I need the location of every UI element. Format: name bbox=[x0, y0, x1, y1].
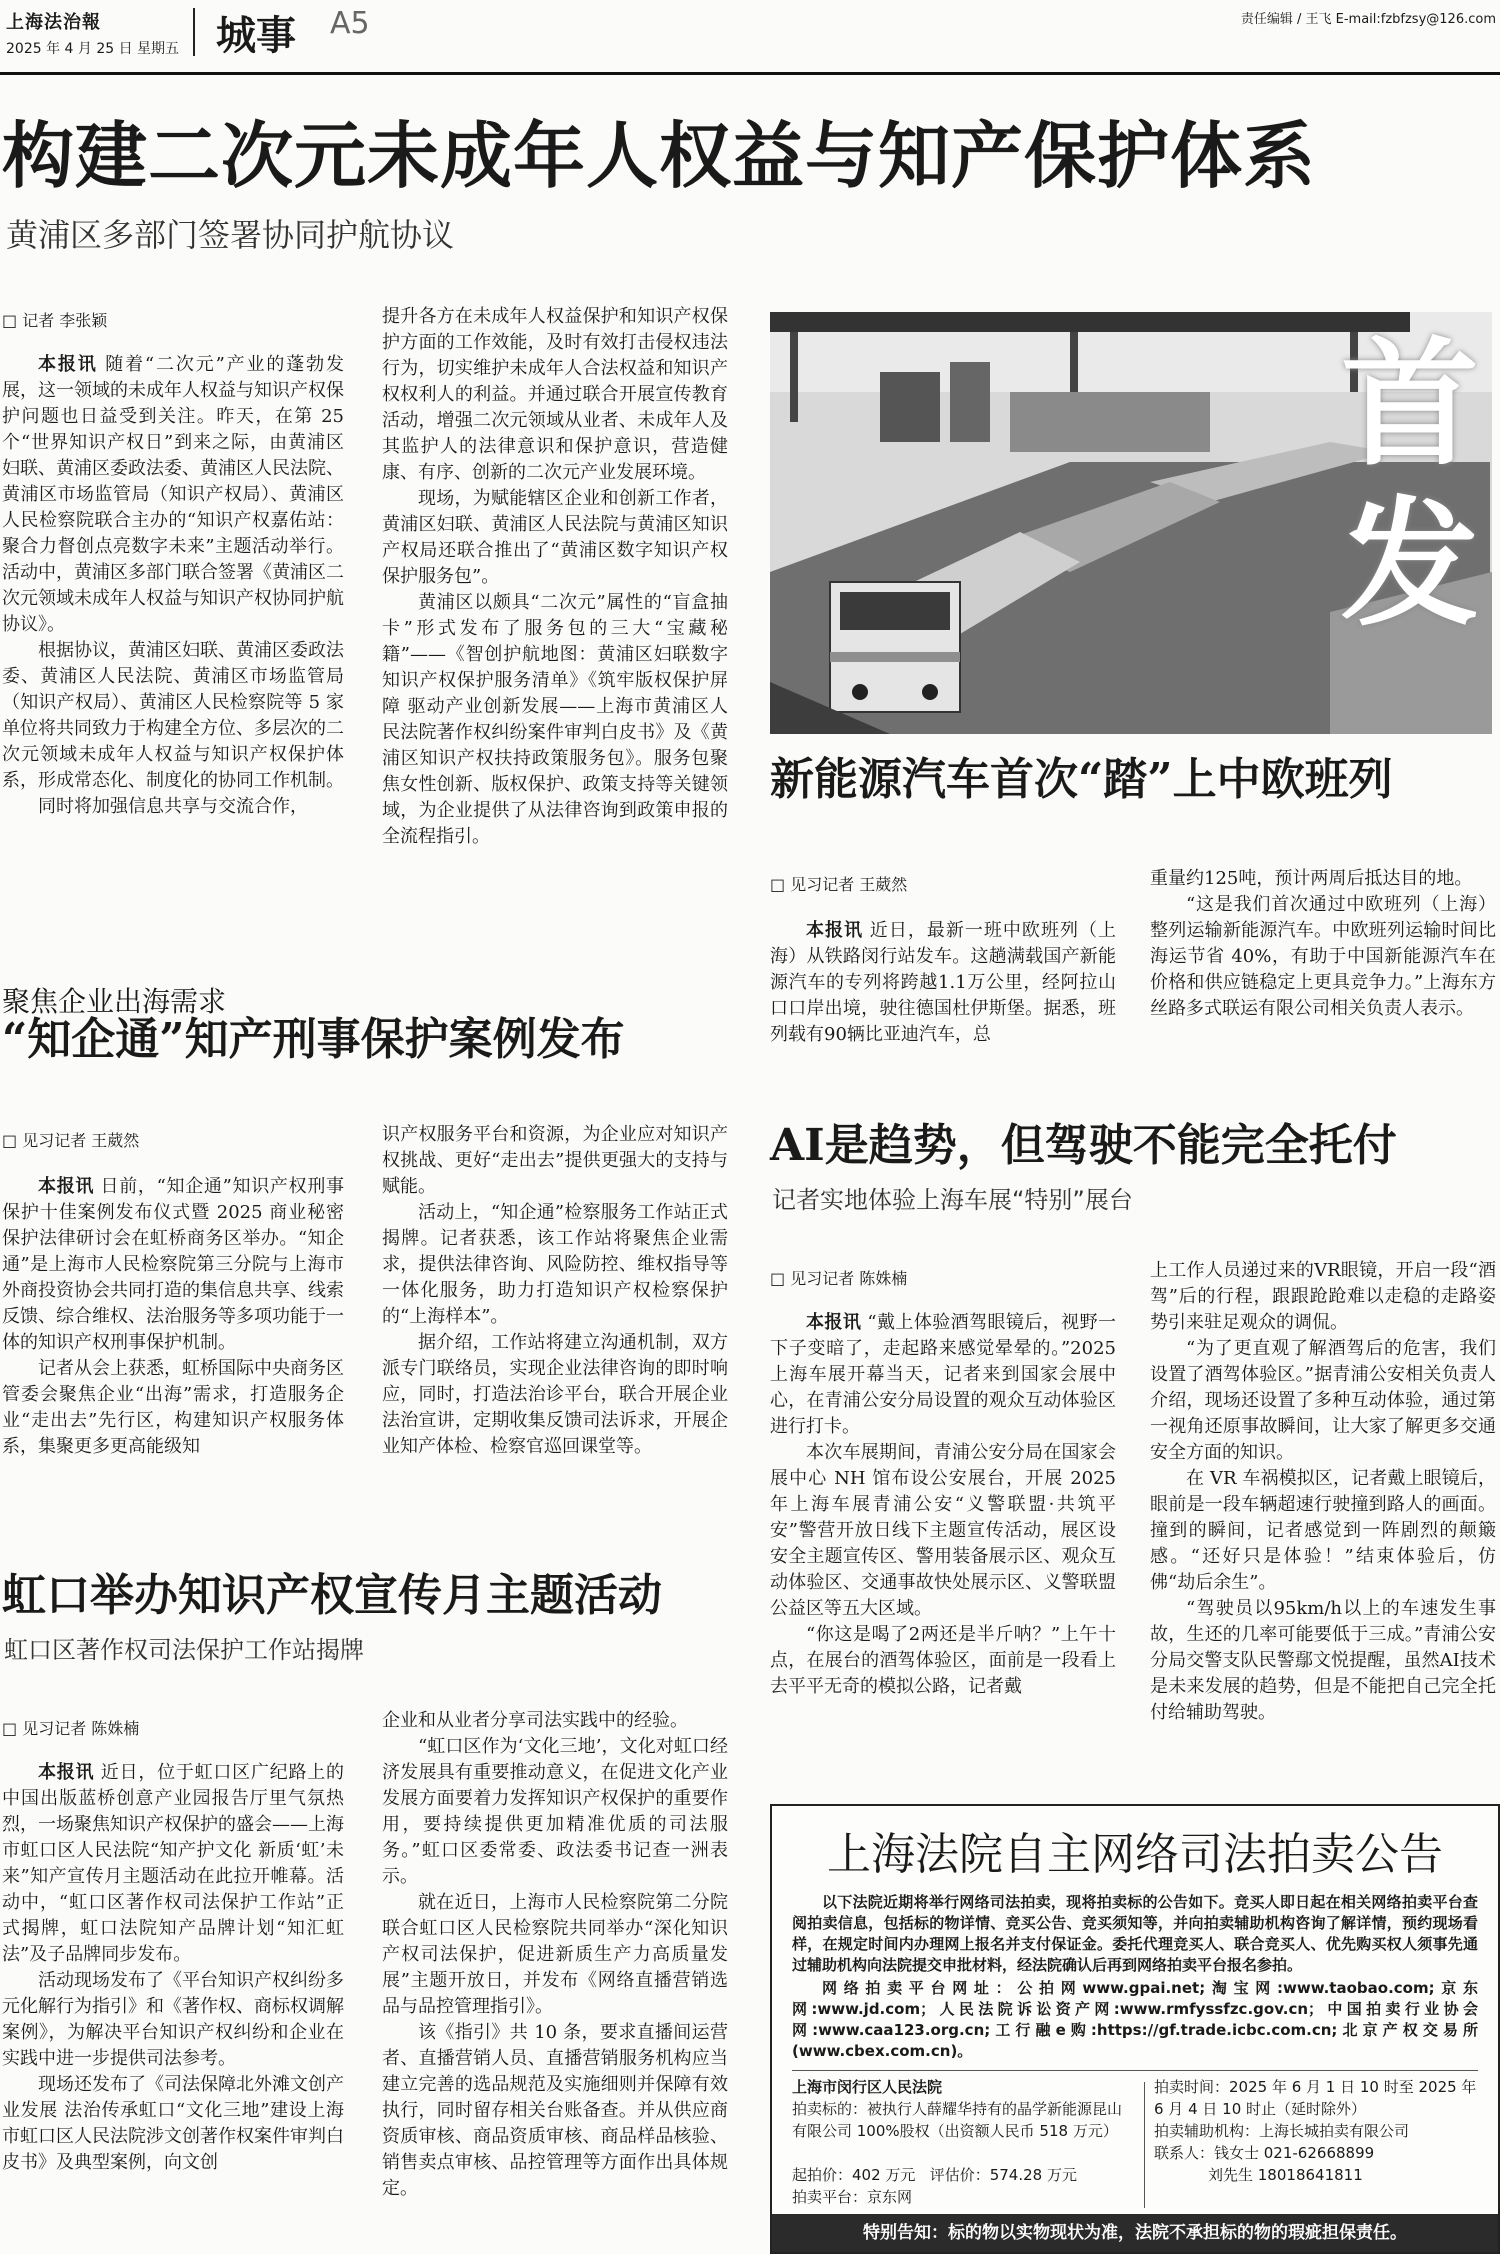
dateline: 本报讯 bbox=[38, 354, 98, 375]
hk-subhead: 虹口区著作权司法保护工作站揭牌 bbox=[4, 1636, 364, 1664]
auction-prices bbox=[792, 2164, 1134, 2186]
dateline: 本报讯 bbox=[806, 920, 864, 941]
hk-headline: 虹口举办知识产权宣传月主题活动 bbox=[2, 1570, 662, 1621]
auction-footer: 特别告知：标的物以实物现状为准，法院不承担标的物的瑕疵担保责任。 bbox=[772, 2214, 1498, 2252]
auction-start-price: 起拍价：402 万元 bbox=[792, 2166, 916, 2184]
dateline: 本报讯 bbox=[38, 1762, 95, 1783]
lead-paragraph: 根据协议，黄浦区妇联、黄浦区委政法委、黄浦区人民法院、黄浦区市场监管局（知识产权局）、黄浦区人民检察院等 5 家单位将共同致力于构建全方位、多层次的二次元领域未成年人权益与知识产权保护体系，形成常态化、制度化的协同工作机制。 bbox=[2, 640, 344, 791]
ai-paragraph: 本报讯 “戴上体验酒驾眼镜后，视野一下子变暗了，走起路来感觉晕晕的。”2025 上海车展开幕当天，记者来到国家会展中心，在青浦公安分局设置的观众互动体验区进行打卡。 bbox=[770, 1312, 1116, 1437]
rail-column-2 bbox=[1150, 866, 1496, 1074]
auction-time: 拍卖时间：2025 年 6 月 1 日 10 时至 2025 年 6 月 4 日 10 时止（延时除外） bbox=[1154, 2078, 1477, 2118]
hk-paragraph: 企业和从业者分享司法实践中的经验。 bbox=[382, 1710, 688, 1731]
ai-column-2 bbox=[1150, 1258, 1496, 1792]
lead-paragraph: 黄浦区以颇具“二次元”属性的“盲盒抽卡”形式发布了服务包的三大“宝藏秘籍”——《智创护航地图：黄浦区妇联数字知识产权保护服务清单》《筑牢版权保护屏障 驱动产业创新发展——上海市黄浦区人民法院著作权纠纷案件审判白皮书》及《黄浦区知识产权扶持政策服务包》。服务包聚焦女性创新、版权保护、政策支持等关键领域，为企业提供了从法律咨询到政策申报的全流程指引。 bbox=[382, 592, 728, 847]
hk-byline: □ 见习记者 陈姝楠 bbox=[2, 1716, 139, 1739]
auction-notice bbox=[770, 1804, 1500, 2254]
rail-column-1 bbox=[770, 918, 1116, 1074]
auction-column-divider bbox=[1144, 2082, 1145, 2208]
hk-paragraph: 本报讯 近日，位于虹口区广纪路上的中国出版蓝桥创意产业园报告厅里气氛热烈，一场聚焦知识产权保护的盛会——上海市虹口区人民法院“知产护文化 新质‘虹’未来”知产宣传月主题活动在此拉开帷幕。活动中，“虹口区著作权司法保护工作站”正式揭牌，虹口法院知产品牌计划“知汇虹法”及子品牌同步发布。 bbox=[2, 1762, 344, 1965]
zqt-byline: □ 见习记者 王葳然 bbox=[2, 1128, 139, 1151]
newspaper-logo: 上海法治報 bbox=[6, 12, 101, 33]
issue-date: 2025 年 4 月 25 日 星期五 bbox=[6, 41, 180, 57]
auction-title: 上海法院自主网络司法拍卖公告 bbox=[827, 1829, 1443, 1880]
zqt-paragraph: 活动上，“知企通”检察服务工作站正式揭牌。记者获悉，该工作站将聚焦企业需求，提供法律咨询、风险防控、维权指导等一体化服务，助力打造知识产权检察保护的“上海样本”。 bbox=[382, 1202, 728, 1327]
lead-byline: □ 记者 李张颖 bbox=[2, 308, 107, 331]
ai-paragraph: 在 VR 车祸模拟区，记者戴上眼镜后，眼前是一段车辆超速行驶撞到路人的画面。撞到的瞬间，记者感觉到一阵剧烈的颠簸感。“还好只是体验！”结束体验后，仿佛“劫后余生”。 bbox=[1150, 1468, 1496, 1593]
hk-paragraph: 该《指引》共 10 条，要求直播间运营者、直播营销人员、直播营销服务机构应当建立完善的选品规范及实施细则并保障有效执行，同时留存相关台账备查。并从供应商资质审核、商品资质审核、商品样品核验、销售卖点审核、品控管理等方面作出具体规定。 bbox=[382, 2022, 728, 2199]
auction-platform: 拍卖平台：京东网 bbox=[792, 2188, 913, 2206]
hk-paragraph: 就在近日，上海市人民检察院第二分院联合虹口区人民检察院共同举办“深化知识产权司法保护，促进新质生产力高质量发展”主题开放日，并发布《网络直播营销选品与品控管理指引》。 bbox=[382, 1892, 728, 2017]
auction-intro-text: 以下法院近期将举行网络司法拍卖，现将拍卖标的公告如下。竞买人即日起在相关网络拍卖平台查阅拍卖信息，包括标的物详情、竞买公告、竞买须知等，并向拍卖辅助机构咨询了解详情，预约现场看样，在规定时间内办理网上报名并支付保证金。委托代理竞买人、联合竞买人、优先购买权人须事先通过辅助机构向法院提交申批材料，经法院确认后再到网络拍卖平台报名参拍。 bbox=[792, 1893, 1478, 1974]
lead-paragraph: 本报讯 随着“二次元”产业的蓬勃发展，这一领域的未成年人权益与知识产权保护问题也日益受到关注。昨天，在第 25 个“世界知识产权日”到来之际，由黄浦区妇联、黄浦区委政法委、黄浦区人民法院、黄浦区市场监管局（知识产权局）、黄浦区人民检察院联合主办的“知识产权嘉佑站：聚合力督创点亮数字未来”主题活动举行。活动中，黄浦区多部门联合签署《黄浦区二次元领域未成年人权益与知识产权协同护航协议》。 bbox=[2, 354, 344, 635]
lead-paragraph: 提升各方在未成年人权益保护和知识产权保护方面的工作效能，及时有效打击侵权违法行为，切实维护未成年人合法权益和知识产权权利人的利益。并通过联合开展宣传教育活动，增强二次元领域从业者、未成年人及其监护人的法律意识和保护意识，营造健康、有序、创新的二次元产业发展环境。 bbox=[382, 306, 728, 483]
lead-column-2 bbox=[382, 304, 728, 932]
auction-platforms: 网络拍卖平台网址：公拍网www.gpai.net;淘宝网:www.taobao.com;京东网:www.jd.com；人民法院诉讼资产网:www.rmfyssfzc.gov.cn；中国拍卖行业协会网:www.caa123.org.cn;工行融e购:https://gf.trade.icbc.com.cn;北京产权交易所(www.cbex.com.cn)。 bbox=[792, 1979, 1478, 2060]
ai-paragraph: 上工作人员递过来的VR眼镜，开启一段“酒驾”后的行程，跟跟跄跄难以走稳的走路姿势引来驻足观众的调侃。 bbox=[1150, 1260, 1496, 1333]
zqt-column-2 bbox=[382, 1122, 728, 1538]
dateline: 本报讯 bbox=[806, 1312, 862, 1333]
auction-contact-2: 刘先生 18018641811 bbox=[1208, 2166, 1363, 2184]
lead-paragraph: 同时将加强信息共享与交流合作， bbox=[38, 796, 308, 817]
auction-court: 上海市闵行区人民法院 bbox=[792, 2078, 943, 2096]
hk-paragraph: 现场还发布了《司法保障北外滩文创产业发展 法治传承虹口“文化三地”建设上海市虹口区人民法院涉文创著作权案件审判白皮书》及典型案例，向文创 bbox=[2, 2074, 344, 2173]
ai-paragraph: “驾驶员以95km/h以上的车速发生事故，生还的几率可能要低于三成。”青浦公安分局交警支队民警鄢文悦提醒，虽然AI技术是未来发展的趋势，但是不能把自己完全托付给辅助驾驶。 bbox=[1150, 1598, 1496, 1723]
rail-paragraph: 重量约125吨，预计两周后抵达目的地。 bbox=[1150, 868, 1473, 889]
rail-headline: 新能源汽车首次“踏”上中欧班列 bbox=[770, 754, 1393, 805]
zqt-headline: “知企通”知产刑事保护案例发布 bbox=[2, 1014, 625, 1065]
hk-paragraph: “虹口区作为‘文化三地’，文化对虹口经济发展具有重要推动意义，在促进文化产业发展方面要着力发挥知识产权保护的重要作用，要持续提供更加精准优质的司法服务。”虹口区委常委、政法委书记查一洲表示。 bbox=[382, 1736, 728, 1887]
first-release-label: 首 发 bbox=[1340, 322, 1479, 645]
editor-info: 责任编辑 / 王飞 E-mail:fzbfzsy@126.com bbox=[1240, 12, 1496, 27]
page-number: A5 bbox=[330, 6, 370, 41]
auction-appraise-price: 评估价：574.28 万元 bbox=[929, 2166, 1077, 2184]
lead-headline: 构建二次元未成年人权益与知产保护体系 bbox=[2, 113, 1317, 198]
zqt-kicker: 聚焦企业出海需求 bbox=[2, 985, 227, 1018]
lead-subhead: 黄浦区多部门签署协同护航协议 bbox=[6, 216, 455, 254]
auction-item: 拍卖标的：被执行人薛耀华持有的晶学新能源昆山有限公司 100%股权（出资额人民币 518 万元） bbox=[792, 2100, 1123, 2140]
dateline: 本报讯 bbox=[38, 1176, 95, 1197]
zqt-column-1 bbox=[2, 1174, 344, 1538]
auction-intro bbox=[792, 1892, 1478, 2064]
auction-agency: 拍卖辅助机构：上海长城拍卖有限公司 bbox=[1154, 2122, 1410, 2140]
masthead-divider bbox=[193, 8, 195, 56]
section-name: 城事 bbox=[216, 12, 296, 59]
auction-divider bbox=[792, 2070, 1478, 2071]
rail-paragraph: 本报讯 近日，最新一班中欧班列（上海）从铁路闵行站发车。这趟满载国产新能源汽车的专列将跨越1.1万公里，经阿拉山口口岸出境，驶往德国杜伊斯堡。据悉，班列载有90辆比亚迪汽车，总 bbox=[770, 920, 1116, 1045]
lead-column-1 bbox=[2, 352, 344, 932]
rail-byline: □ 见习记者 王葳然 bbox=[770, 872, 907, 895]
ai-paragraph: “为了更直观了解酒驾后的危害，我们设置了酒驾体验区。”据青浦公安相关负责人介绍，现场还设置了多种互动体验，通过第一视角还原事故瞬间，让大家了解更多交通安全方面的知识。 bbox=[1150, 1338, 1496, 1463]
ai-headline: AI是趋势，但驾驶不能完全托付 bbox=[770, 1120, 1397, 1171]
zqt-paragraph: 记者从会上获悉，虹桥国际中央商务区管委会聚焦企业“出海”需求，打造服务企业“走出去”先行区，构建知识产权服务体系，集聚更多更高能级知 bbox=[2, 1358, 344, 1457]
ai-byline: □ 见习记者 陈姝楠 bbox=[770, 1266, 907, 1289]
ai-subhead: 记者实地体验上海车展“特别”展台 bbox=[772, 1186, 1133, 1214]
hk-column-2 bbox=[382, 1708, 728, 2246]
zqt-paragraph: 识产权服务平台和资源，为企业应对知识产权挑战、更好“走出去”提供更强大的支持与赋能。 bbox=[382, 1124, 728, 1197]
ai-column-1 bbox=[770, 1310, 1116, 1792]
ai-paragraph: 本次车展期间，青浦公安分局在国家会展中心 NH 馆布设公安展台，开展 2025 年上海车展青浦公安“义警联盟·共筑平安”警营开放日线下主题宣传活动，展区设安全主题宣传区、警用装备展示区、观众互动体验区、交通事故快处展示区、义警联盟公益区等五大区域。 bbox=[770, 1442, 1116, 1619]
rail-paragraph: “这是我们首次通过中欧班列（上海）整列运输新能源汽车。中欧班列运输时间比海运节省 40%，有助于中国新能源汽车在价格和供应链稳定上更具竞争力。”上海东方丝路多式联运有限公司相关负责人表示。 bbox=[1150, 894, 1496, 1019]
hk-column-1 bbox=[2, 1760, 344, 2246]
masthead-rule bbox=[0, 72, 1500, 75]
ai-paragraph: “你这是喝了2两还是半斤呐？”上午十点，在展台的酒驾体验区，面前是一段看上去平平无奇的模拟公路，记者戴 bbox=[770, 1624, 1116, 1697]
zqt-paragraph: 据介绍，工作站将建立沟通机制，双方派专门联络员，实现企业法律咨询的即时响应，同时，打造法治诊平台，联合开展企业法治宣讲，定期收集反馈司法诉求，开展企业知产体检、检察官巡回课堂等。 bbox=[382, 1332, 728, 1457]
auction-contact-1: 联系人：钱女士 021-62668899 bbox=[1154, 2144, 1375, 2162]
lead-paragraph: 现场，为赋能辖区企业和创新工作者，黄浦区妇联、黄浦区人民法院与黄浦区知识产权局还联合推出了“黄浦区数字知识产权保护服务包”。 bbox=[382, 488, 728, 587]
zqt-paragraph: 本报讯 日前，“知企通”知识产权刑事保护十佳案例发布仪式暨 2025 商业秘密保护法律研讨会在虹桥商务区举办。“知企通”是上海市人民检察院第三分院与上海市外商投资协会共同打造的集信息共享、线索反馈、综合维权、法治服务等多项功能于一体的知识产权刑事保护机制。 bbox=[2, 1176, 344, 1353]
hk-paragraph: 活动现场发布了《平台知识产权纠纷多元化解行为指引》和《著作权、商标权调解案例》，为解决平台知识产权纠纷和企业在实践中进一步提供司法参考。 bbox=[2, 1970, 344, 2069]
